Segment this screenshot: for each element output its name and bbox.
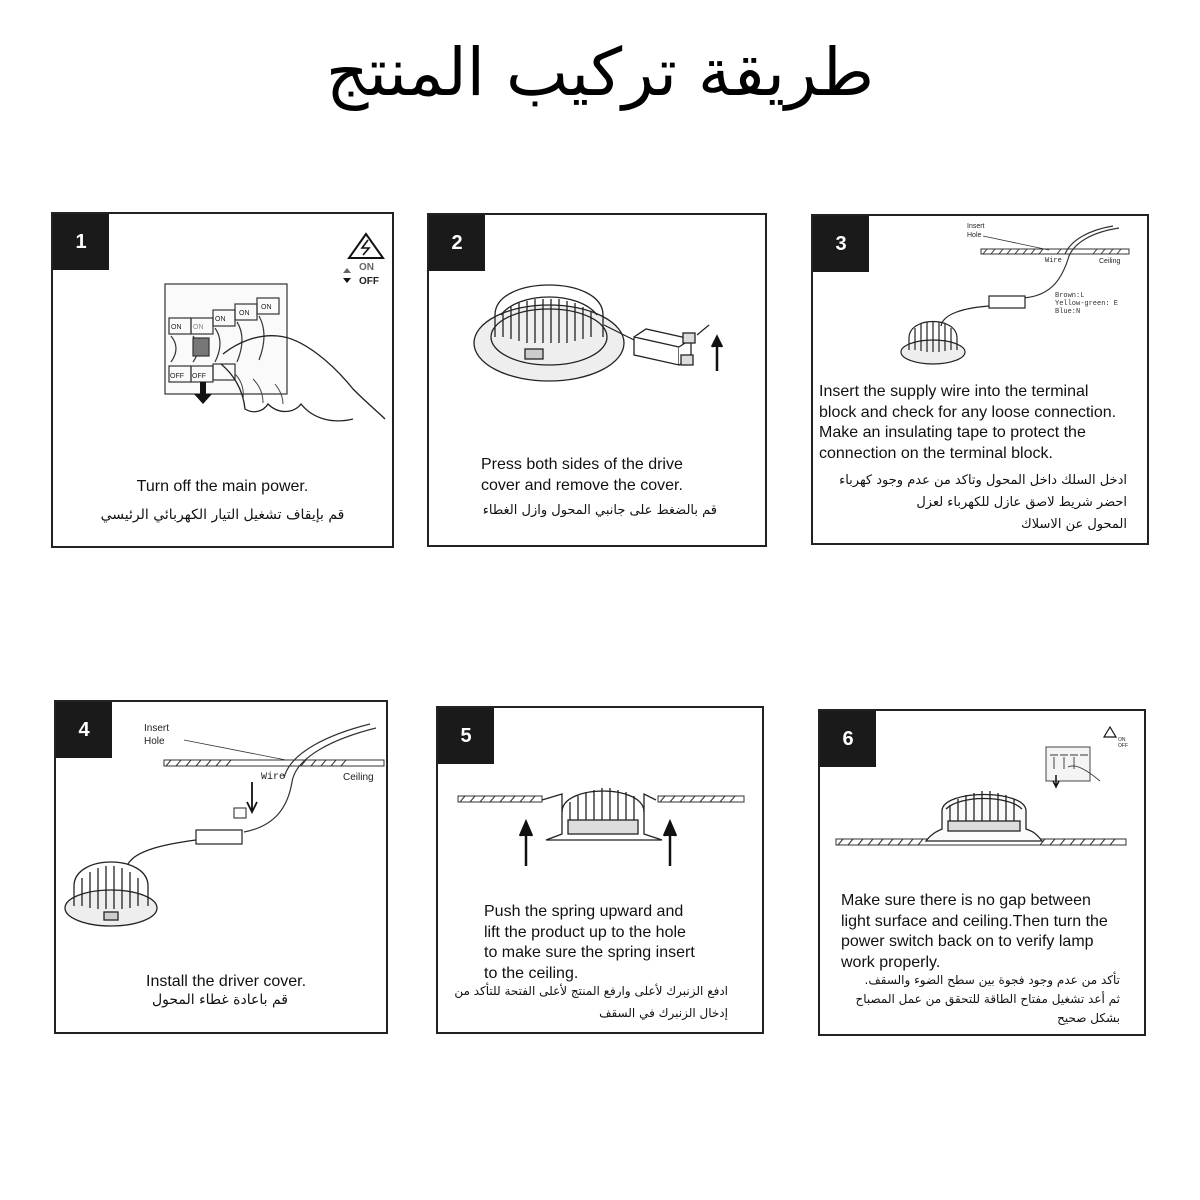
step-instruction-ar: قم باعادة غطاء المحول [151, 992, 288, 1008]
step-instruction-ar: تأكد من عدم وجود فجوة بين سطح الضوء والسقف. ثم أعد تشغيل مفتاح الطاقة للتحقق من عمل المصباح بشكل صحيح [855, 973, 1120, 1025]
step-instruction-ar: قم بالضغط على جانبي المحول وازل الغطاء [482, 503, 717, 518]
step-instruction-en: Push the spring upward and lift the product up to the hole to make sure the spring insert to the ceiling. [484, 903, 695, 982]
breaker-on-label: ON [261, 304, 272, 311]
breaker-on-label: ON [239, 310, 250, 317]
ceiling-line [981, 249, 1129, 254]
off-label: OFF [359, 276, 379, 287]
step-number: 6 [820, 711, 876, 767]
step-instruction-ar: ادخل السلك داخل المحول وتاكد من عدم وجود كهرباء احضر شريط لاصق عازل للكهرباء لعزل المحول عن الاسلاك [839, 473, 1127, 532]
step-instruction-en: Make sure there is no gap between light surface and ceiling.Then turn the power switch back on to verify lamp work properly. [841, 892, 1108, 971]
step-number: 5 [438, 708, 494, 764]
driver-box-icon [634, 329, 695, 365]
breaker-off-label: OFF [192, 373, 206, 380]
driver-install-illustration [56, 702, 386, 962]
off-label: OFF [1118, 743, 1128, 749]
breaker-off-label: OFF [170, 373, 184, 380]
downlight-icon [474, 285, 624, 381]
step-1-panel [51, 212, 394, 548]
step-instruction-en: Insert the supply wire into the terminal block and check for any loose connection. Make an insulating tape to protect the connection on the terminal block. [819, 383, 1117, 462]
driver-box-icon [989, 296, 1025, 308]
step-number: 3 [813, 216, 869, 272]
wire-color-legend: Brown:L Yellow-green: E Blue:N [1055, 292, 1119, 316]
spring-insert-illustration [438, 708, 762, 888]
breaker-on-label: ON [215, 316, 226, 323]
driver-box-icon [196, 830, 242, 844]
ceiling-line [458, 796, 744, 802]
step-instruction-en: Turn off the main power. [136, 478, 309, 495]
ceiling-line [164, 760, 384, 766]
page-title: طريقة تركيب المنتج [325, 34, 874, 111]
insert-hole-label: Insert Hole [967, 223, 985, 239]
power-on-illustration [820, 711, 1144, 891]
on-label: ON [1118, 737, 1126, 743]
step-number: 1 [53, 214, 109, 270]
step-number: 2 [429, 215, 485, 271]
wire-label: Wire [1045, 257, 1062, 265]
step-4-panel [54, 700, 388, 1034]
downlight-icon [542, 788, 662, 840]
downlight-icon [65, 862, 157, 926]
ceiling-label: Ceiling [1099, 258, 1121, 265]
step-instruction-ar: ادفع الزنبرك لأعلى وارفع المنتج لأعلى الفتحة للتأكد من إدخال الزنبرك في السقف [454, 984, 728, 1020]
breaker-switch-illustration [53, 214, 392, 474]
step-2-panel [427, 213, 767, 547]
step-instruction-ar: قم بإيقاف تشغيل التيار الكهربائي الرئيسي [100, 507, 345, 523]
insert-hole-label: Insert Hole [144, 723, 170, 747]
breaker-on-label: ON [193, 324, 204, 331]
on-label: ON [359, 262, 374, 273]
step-3-panel [811, 214, 1149, 545]
downlight-icon [901, 322, 965, 365]
step-5-panel [436, 706, 764, 1034]
breaker-on-label: ON [171, 324, 182, 331]
step-6-panel [818, 709, 1146, 1036]
step-instruction-en: Install the driver cover. [146, 973, 307, 990]
warning-icon [349, 234, 383, 258]
step-instruction-en: Press both sides of the drive cover and remove the cover. [481, 456, 683, 494]
ceiling-label: Ceiling [343, 772, 374, 783]
driver-cover-illustration [429, 215, 765, 435]
downlight-icon [926, 791, 1042, 841]
wire-label: Wire [261, 772, 286, 783]
step-number: 4 [56, 702, 112, 758]
